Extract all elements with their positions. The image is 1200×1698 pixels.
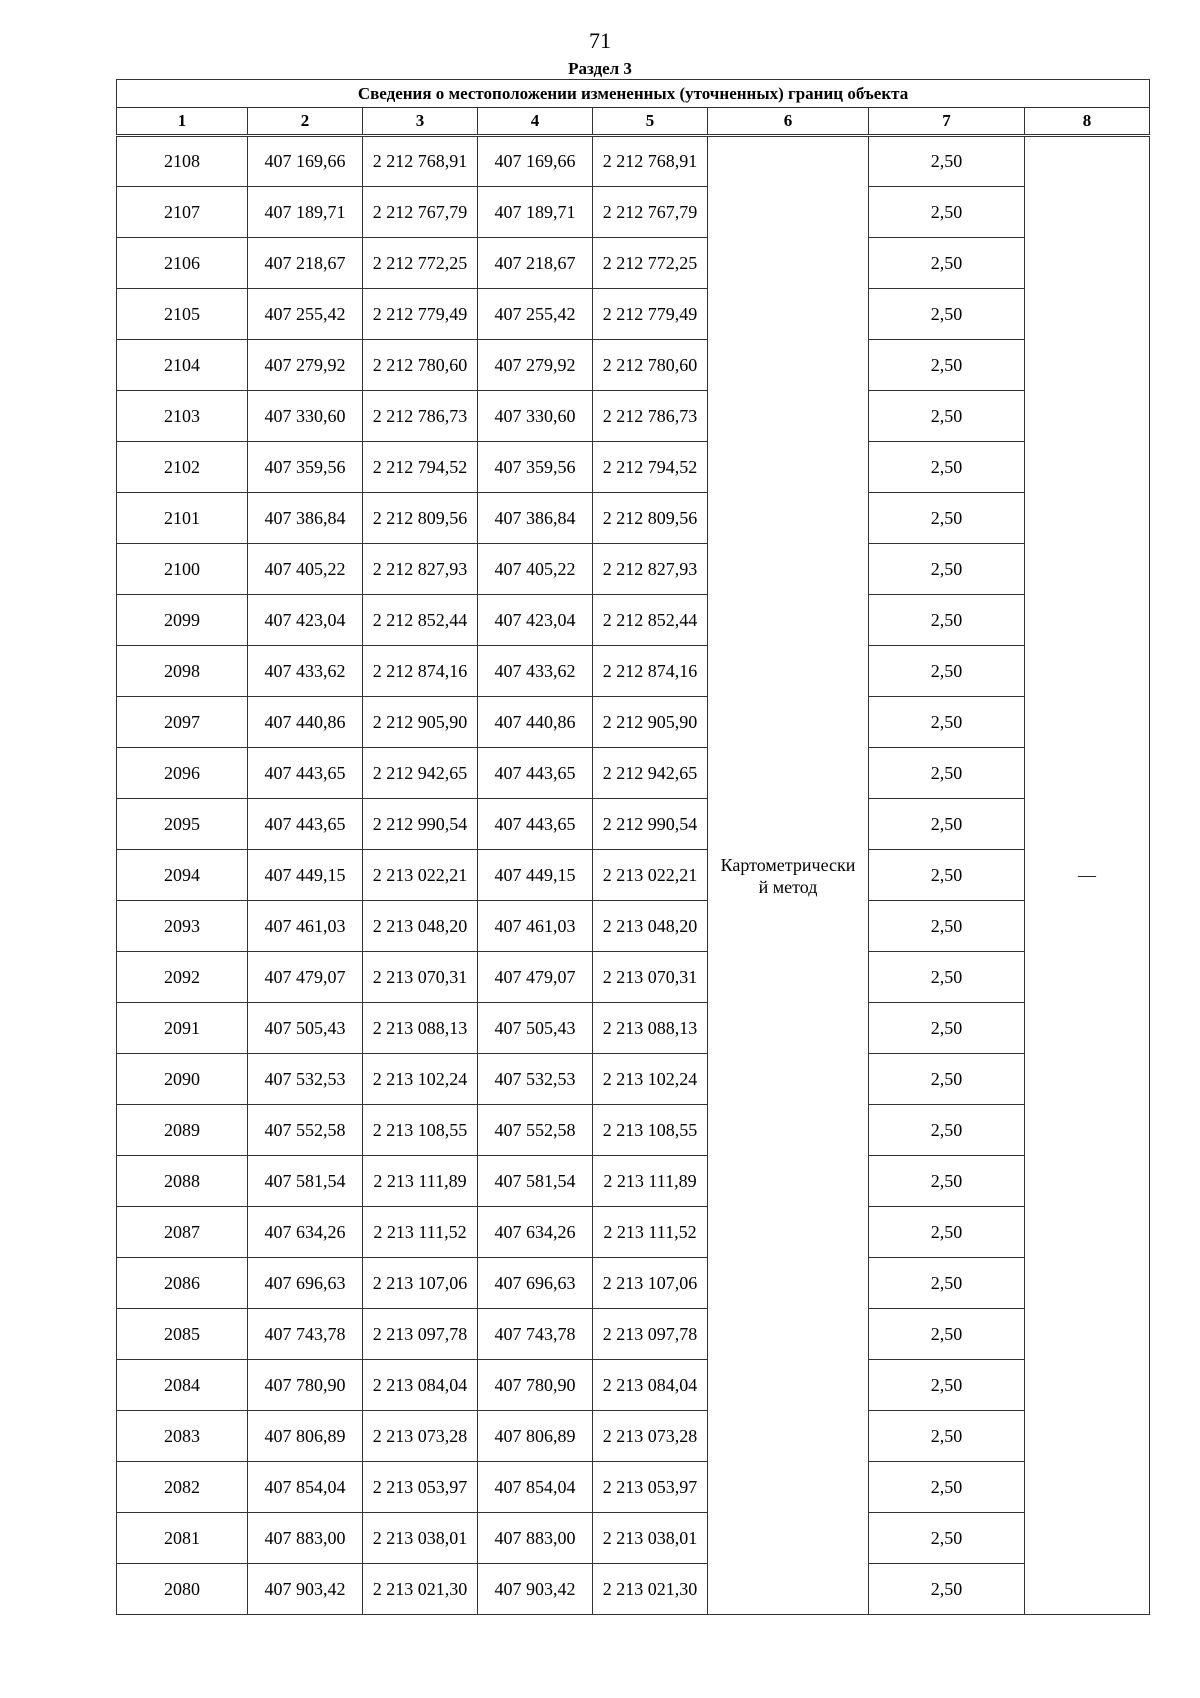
column-number-4: 4 <box>478 108 593 136</box>
accuracy-cell: 2,50 <box>869 493 1025 544</box>
point-number-cell: 2083 <box>117 1411 248 1462</box>
y-old-cell: 2 213 070,31 <box>363 952 478 1003</box>
accuracy-cell: 2,50 <box>869 1309 1025 1360</box>
point-number-cell: 2090 <box>117 1054 248 1105</box>
table-row <box>117 1156 1150 1207</box>
accuracy-cell: 2,50 <box>869 1411 1025 1462</box>
x-old-cell: 407 532,53 <box>248 1054 363 1105</box>
point-number-cell: 2087 <box>117 1207 248 1258</box>
accuracy-cell: 2,50 <box>869 1207 1025 1258</box>
y-new-cell: 2 212 768,91 <box>593 136 708 187</box>
accuracy-cell: 2,50 <box>869 391 1025 442</box>
point-number-cell: 2098 <box>117 646 248 697</box>
x-old-cell: 407 169,66 <box>248 136 363 187</box>
accuracy-cell: 2,50 <box>869 187 1025 238</box>
accuracy-cell: 2,50 <box>869 289 1025 340</box>
accuracy-cell: 2,50 <box>869 1156 1025 1207</box>
table-row <box>117 799 1150 850</box>
column-8-cell: — <box>1025 136 1150 1615</box>
column-number-6: 6 <box>708 108 869 136</box>
accuracy-cell: 2,50 <box>869 442 1025 493</box>
y-new-cell: 2 213 088,13 <box>593 1003 708 1054</box>
accuracy-cell: 2,50 <box>869 1054 1025 1105</box>
accuracy-cell: 2,50 <box>869 340 1025 391</box>
accuracy-cell: 2,50 <box>869 136 1025 187</box>
x-old-cell: 407 903,42 <box>248 1564 363 1615</box>
x-new-cell: 407 780,90 <box>478 1360 593 1411</box>
y-new-cell: 2 212 905,90 <box>593 697 708 748</box>
y-new-cell: 2 213 053,97 <box>593 1462 708 1513</box>
x-new-cell: 407 552,58 <box>478 1105 593 1156</box>
x-old-cell: 407 218,67 <box>248 238 363 289</box>
table-row <box>117 748 1150 799</box>
point-number-cell: 2104 <box>117 340 248 391</box>
table-body <box>117 136 1150 1615</box>
y-new-cell: 2 213 048,20 <box>593 901 708 952</box>
y-old-cell: 2 212 942,65 <box>363 748 478 799</box>
x-old-cell: 407 440,86 <box>248 697 363 748</box>
y-old-cell: 2 212 767,79 <box>363 187 478 238</box>
y-new-cell: 2 212 827,93 <box>593 544 708 595</box>
x-new-cell: 407 461,03 <box>478 901 593 952</box>
x-new-cell: 407 255,42 <box>478 289 593 340</box>
table-row <box>117 289 1150 340</box>
x-new-cell: 407 189,71 <box>478 187 593 238</box>
accuracy-cell: 2,50 <box>869 646 1025 697</box>
x-old-cell: 407 443,65 <box>248 748 363 799</box>
y-old-cell: 2 213 021,30 <box>363 1564 478 1615</box>
y-new-cell: 2 213 021,30 <box>593 1564 708 1615</box>
point-number-cell: 2091 <box>117 1003 248 1054</box>
accuracy-cell: 2,50 <box>869 697 1025 748</box>
table-row <box>117 646 1150 697</box>
x-new-cell: 407 854,04 <box>478 1462 593 1513</box>
accuracy-cell: 2,50 <box>869 850 1025 901</box>
point-number-cell: 2106 <box>117 238 248 289</box>
y-new-cell: 2 213 111,52 <box>593 1207 708 1258</box>
x-new-cell: 407 443,65 <box>478 748 593 799</box>
y-new-cell: 2 212 786,73 <box>593 391 708 442</box>
x-new-cell: 407 218,67 <box>478 238 593 289</box>
y-new-cell: 2 213 102,24 <box>593 1054 708 1105</box>
table-row <box>117 442 1150 493</box>
x-new-cell: 407 359,56 <box>478 442 593 493</box>
y-old-cell: 2 212 780,60 <box>363 340 478 391</box>
x-old-cell: 407 189,71 <box>248 187 363 238</box>
table-row <box>117 544 1150 595</box>
y-old-cell: 2 213 102,24 <box>363 1054 478 1105</box>
point-number-cell: 2103 <box>117 391 248 442</box>
y-old-cell: 2 213 048,20 <box>363 901 478 952</box>
y-old-cell: 2 212 768,91 <box>363 136 478 187</box>
y-old-cell: 2 212 852,44 <box>363 595 478 646</box>
y-old-cell: 2 213 107,06 <box>363 1258 478 1309</box>
y-old-cell: 2 213 111,89 <box>363 1156 478 1207</box>
point-number-cell: 2100 <box>117 544 248 595</box>
column-number-5: 5 <box>593 108 708 136</box>
x-old-cell: 407 479,07 <box>248 952 363 1003</box>
x-new-cell: 407 806,89 <box>478 1411 593 1462</box>
x-new-cell: 407 696,63 <box>478 1258 593 1309</box>
x-old-cell: 407 359,56 <box>248 442 363 493</box>
y-new-cell: 2 212 990,54 <box>593 799 708 850</box>
y-new-cell: 2 212 794,52 <box>593 442 708 493</box>
method-cell <box>708 136 869 1615</box>
point-number-cell: 2107 <box>117 187 248 238</box>
y-old-cell: 2 212 874,16 <box>363 646 478 697</box>
x-old-cell: 407 405,22 <box>248 544 363 595</box>
x-old-cell: 407 696,63 <box>248 1258 363 1309</box>
table-row <box>117 493 1150 544</box>
x-old-cell: 407 854,04 <box>248 1462 363 1513</box>
point-number-cell: 2084 <box>117 1360 248 1411</box>
point-number-cell: 2094 <box>117 850 248 901</box>
accuracy-cell: 2,50 <box>869 748 1025 799</box>
point-number-cell: 2092 <box>117 952 248 1003</box>
x-new-cell: 407 386,84 <box>478 493 593 544</box>
accuracy-cell: 2,50 <box>869 799 1025 850</box>
x-old-cell: 407 279,92 <box>248 340 363 391</box>
x-old-cell: 407 255,42 <box>248 289 363 340</box>
y-old-cell: 2 212 794,52 <box>363 442 478 493</box>
table-row <box>117 1003 1150 1054</box>
y-new-cell: 2 212 852,44 <box>593 595 708 646</box>
x-new-cell: 407 634,26 <box>478 1207 593 1258</box>
point-number-cell: 2080 <box>117 1564 248 1615</box>
point-number-cell: 2086 <box>117 1258 248 1309</box>
accuracy-cell: 2,50 <box>869 901 1025 952</box>
y-new-cell: 2 213 111,89 <box>593 1156 708 1207</box>
x-old-cell: 407 443,65 <box>248 799 363 850</box>
y-new-cell: 2 213 107,06 <box>593 1258 708 1309</box>
accuracy-cell: 2,50 <box>869 1513 1025 1564</box>
y-new-cell: 2 212 772,25 <box>593 238 708 289</box>
accuracy-cell: 2,50 <box>869 595 1025 646</box>
table-row <box>117 187 1150 238</box>
x-new-cell: 407 883,00 <box>478 1513 593 1564</box>
accuracy-cell: 2,50 <box>869 1462 1025 1513</box>
point-number-cell: 2099 <box>117 595 248 646</box>
x-old-cell: 407 449,15 <box>248 850 363 901</box>
method-text-line1: Картометрически <box>720 854 856 875</box>
y-new-cell: 2 213 070,31 <box>593 952 708 1003</box>
y-new-cell: 2 212 809,56 <box>593 493 708 544</box>
y-new-cell: 2 212 779,49 <box>593 289 708 340</box>
y-old-cell: 2 213 073,28 <box>363 1411 478 1462</box>
table-row <box>117 1105 1150 1156</box>
x-old-cell: 407 883,00 <box>248 1513 363 1564</box>
accuracy-cell: 2,50 <box>869 1564 1025 1615</box>
table-row <box>117 595 1150 646</box>
y-new-cell: 2 213 038,01 <box>593 1513 708 1564</box>
y-old-cell: 2 212 809,56 <box>363 493 478 544</box>
x-old-cell: 407 581,54 <box>248 1156 363 1207</box>
table-row <box>117 136 1150 187</box>
column-number-1: 1 <box>117 108 248 136</box>
point-number-cell: 2095 <box>117 799 248 850</box>
x-old-cell: 407 634,26 <box>248 1207 363 1258</box>
y-old-cell: 2 213 022,21 <box>363 850 478 901</box>
table-row <box>117 901 1150 952</box>
table-row <box>117 238 1150 289</box>
table-row <box>117 1054 1150 1105</box>
y-old-cell: 2 212 827,93 <box>363 544 478 595</box>
x-new-cell: 407 581,54 <box>478 1156 593 1207</box>
accuracy-cell: 2,50 <box>869 1003 1025 1054</box>
point-number-cell: 2081 <box>117 1513 248 1564</box>
table-row <box>117 952 1150 1003</box>
point-number-cell: 2088 <box>117 1156 248 1207</box>
table-row <box>117 1258 1150 1309</box>
y-old-cell: 2 212 990,54 <box>363 799 478 850</box>
y-new-cell: 2 213 084,04 <box>593 1360 708 1411</box>
point-number-cell: 2101 <box>117 493 248 544</box>
method-text-line2: й метод <box>758 876 818 897</box>
x-new-cell: 407 443,65 <box>478 799 593 850</box>
point-number-cell: 2102 <box>117 442 248 493</box>
y-new-cell: 2 212 780,60 <box>593 340 708 391</box>
y-old-cell: 2 213 084,04 <box>363 1360 478 1411</box>
point-number-cell: 2108 <box>117 136 248 187</box>
y-new-cell: 2 212 942,65 <box>593 748 708 799</box>
x-old-cell: 407 433,62 <box>248 646 363 697</box>
point-number-cell: 2096 <box>117 748 248 799</box>
x-new-cell: 407 449,15 <box>478 850 593 901</box>
accuracy-cell: 2,50 <box>869 1360 1025 1411</box>
x-old-cell: 407 505,43 <box>248 1003 363 1054</box>
table-row <box>117 1309 1150 1360</box>
y-old-cell: 2 213 108,55 <box>363 1105 478 1156</box>
point-number-cell: 2085 <box>117 1309 248 1360</box>
table-row <box>117 391 1150 442</box>
boundary-coordinates-table <box>116 79 1150 1615</box>
x-new-cell: 407 743,78 <box>478 1309 593 1360</box>
table-row <box>117 340 1150 391</box>
x-old-cell: 407 552,58 <box>248 1105 363 1156</box>
table-row <box>117 1411 1150 1462</box>
x-new-cell: 407 440,86 <box>478 697 593 748</box>
page-number: 71 <box>589 28 611 53</box>
column-number-3: 3 <box>363 108 478 136</box>
x-old-cell: 407 780,90 <box>248 1360 363 1411</box>
x-new-cell: 407 433,62 <box>478 646 593 697</box>
y-old-cell: 2 212 786,73 <box>363 391 478 442</box>
accuracy-cell: 2,50 <box>869 952 1025 1003</box>
x-new-cell: 407 505,43 <box>478 1003 593 1054</box>
x-new-cell: 407 279,92 <box>478 340 593 391</box>
y-new-cell: 2 212 767,79 <box>593 187 708 238</box>
column-number-2: 2 <box>248 108 363 136</box>
y-old-cell: 2 213 111,52 <box>363 1207 478 1258</box>
x-old-cell: 407 743,78 <box>248 1309 363 1360</box>
y-old-cell: 2 213 053,97 <box>363 1462 478 1513</box>
x-new-cell: 407 532,53 <box>478 1054 593 1105</box>
accuracy-cell: 2,50 <box>869 544 1025 595</box>
point-number-cell: 2082 <box>117 1462 248 1513</box>
x-old-cell: 407 461,03 <box>248 901 363 952</box>
table-caption: Сведения о местоположении измененных (уточненных) границ объекта <box>117 80 1150 108</box>
x-new-cell: 407 479,07 <box>478 952 593 1003</box>
y-new-cell: 2 213 097,78 <box>593 1309 708 1360</box>
accuracy-cell: 2,50 <box>869 238 1025 289</box>
table-row <box>117 850 1150 901</box>
y-new-cell: 2 212 874,16 <box>593 646 708 697</box>
point-number-cell: 2089 <box>117 1105 248 1156</box>
x-old-cell: 407 423,04 <box>248 595 363 646</box>
section-title: Раздел 3 <box>568 59 632 78</box>
table-row <box>117 1513 1150 1564</box>
table-row <box>117 1564 1150 1615</box>
column-number-8: 8 <box>1025 108 1150 136</box>
y-new-cell: 2 213 108,55 <box>593 1105 708 1156</box>
accuracy-cell: 2,50 <box>869 1105 1025 1156</box>
y-old-cell: 2 213 097,78 <box>363 1309 478 1360</box>
y-old-cell: 2 212 772,25 <box>363 238 478 289</box>
x-new-cell: 407 169,66 <box>478 136 593 187</box>
x-old-cell: 407 330,60 <box>248 391 363 442</box>
y-new-cell: 2 213 022,21 <box>593 850 708 901</box>
x-new-cell: 407 903,42 <box>478 1564 593 1615</box>
y-old-cell: 2 212 905,90 <box>363 697 478 748</box>
point-number-cell: 2093 <box>117 901 248 952</box>
column-number-7: 7 <box>869 108 1025 136</box>
x-old-cell: 407 806,89 <box>248 1411 363 1462</box>
table-row <box>117 1207 1150 1258</box>
table-row <box>117 1462 1150 1513</box>
x-old-cell: 407 386,84 <box>248 493 363 544</box>
table-row <box>117 1360 1150 1411</box>
x-new-cell: 407 405,22 <box>478 544 593 595</box>
y-new-cell: 2 213 073,28 <box>593 1411 708 1462</box>
y-old-cell: 2 213 088,13 <box>363 1003 478 1054</box>
x-new-cell: 407 423,04 <box>478 595 593 646</box>
point-number-cell: 2097 <box>117 697 248 748</box>
point-number-cell: 2105 <box>117 289 248 340</box>
accuracy-cell: 2,50 <box>869 1258 1025 1309</box>
y-old-cell: 2 213 038,01 <box>363 1513 478 1564</box>
x-new-cell: 407 330,60 <box>478 391 593 442</box>
y-old-cell: 2 212 779,49 <box>363 289 478 340</box>
table-row <box>117 697 1150 748</box>
